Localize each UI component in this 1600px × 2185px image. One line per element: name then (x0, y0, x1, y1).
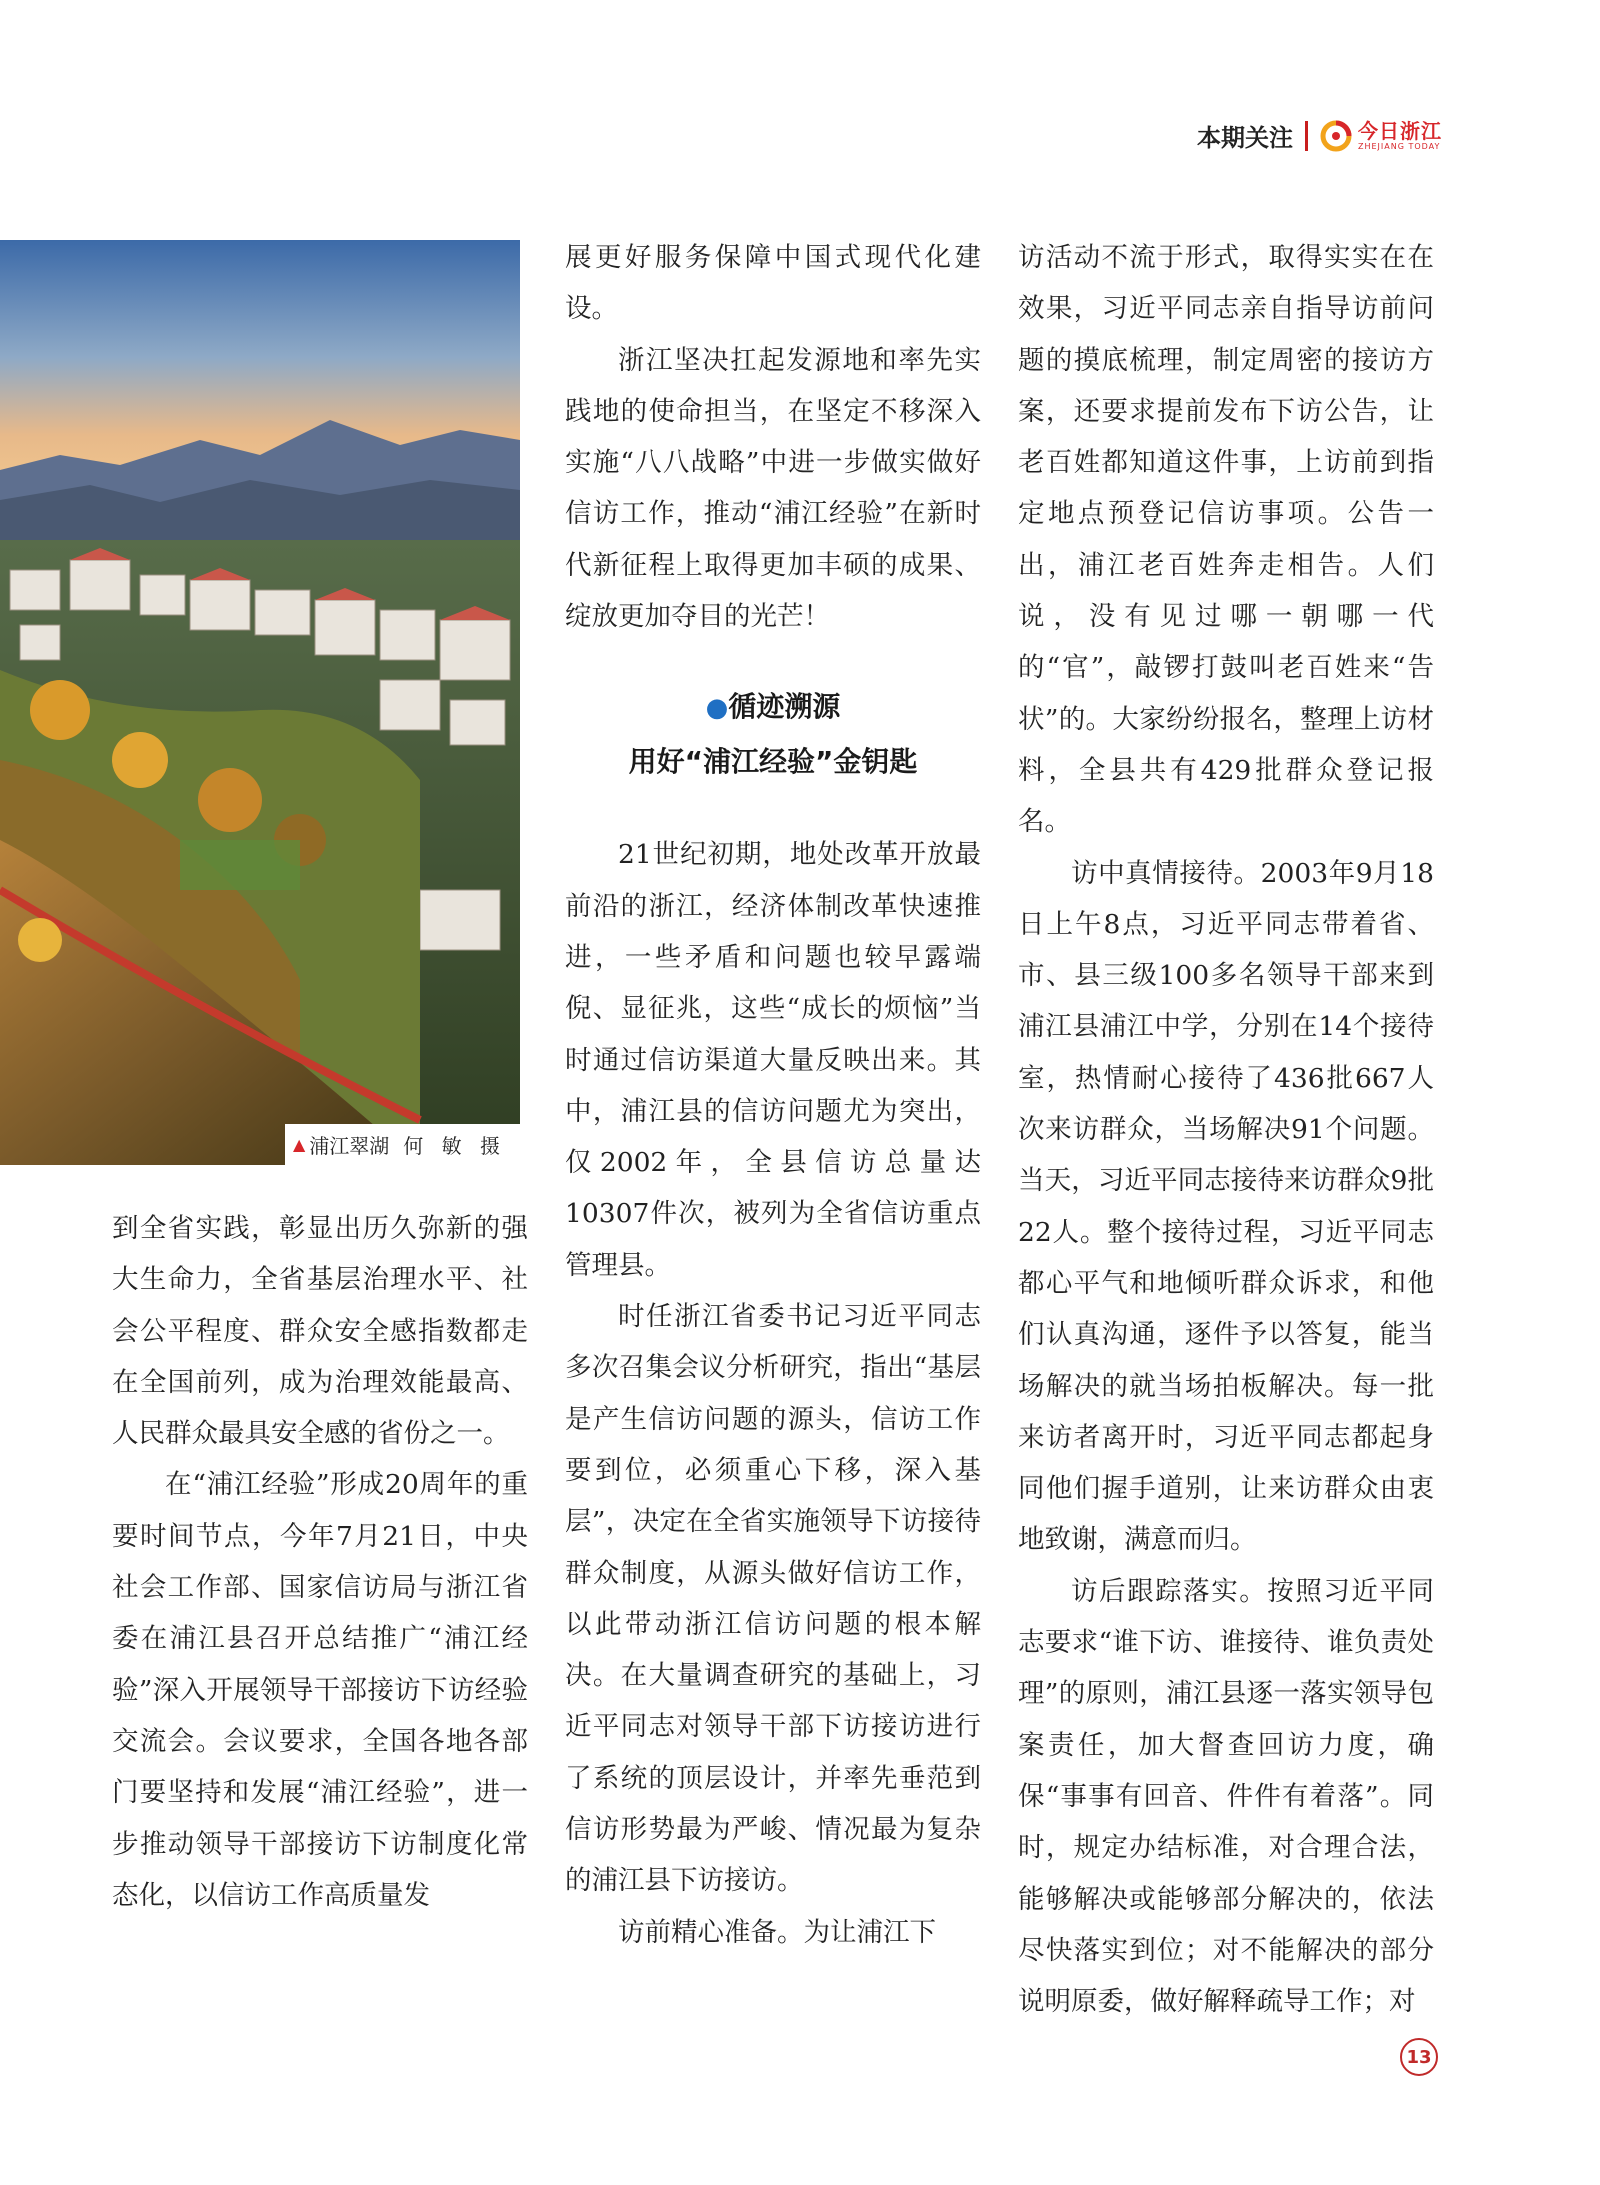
section-subheading (565, 680, 981, 789)
caption-triangle-icon: ▲ (292, 1135, 306, 1154)
paragraph: 时任浙江省委书记习近平同志多次召集会议分析研究，指出“基层是产生信访问题的源头，信访工作要到位，必须重心下移，深入基层”，决定在全省实施领导下访接待群众制度，从源头做好信访工作，以此带动浙江信访问题的根本解决。在大量调查研究的基础上，习近平同志对领导干部下访接访进行了系统的顶层设计，并率先垂范到信访形势最为严峻、情况最为复杂的浦江县下访接访。 (565, 1301, 981, 1897)
logo-swirl-icon (1320, 120, 1352, 152)
header-divider (1305, 121, 1308, 151)
paragraph: 访中真情接待。2003年9月18日上午8点，习近平同志带着省、市、县三级100多名领导干部来到浦江县浦江中学，分别在14个接待室，热情耐心接待了436批667人次来访群众，当场解决91个问题。当天，习近平同志接待来访群众9批22人。整个接待过程，习近平同志都心平气和地倾听群众诉求，和他们认真沟通，逐件予以答复，能当场解决的就当场拍板解决。每一批来访者离开时，习近平同志都起身同他们握手道别，让来访群众由衷地致谢，满意而归。 (1018, 857, 1434, 1556)
magazine-logo (1320, 120, 1442, 152)
photo-image (0, 240, 520, 1165)
caption-title: 浦江翠湖 (309, 1134, 390, 1158)
photo-caption (285, 1124, 520, 1165)
subheading-line-2: 用好“浦江经验”金钥匙 (628, 745, 918, 779)
page-number: 13 (1400, 2038, 1438, 2076)
article-column-2 (565, 232, 981, 1958)
paragraph: 在“浦江经验”形成20周年的重要时间节点，今年7月21日，中央社会工作部、国家信访局与浙江省委在浦江县召开总结推广“浦江经验”深入开展领导干部接访下访经验交流会。会议要求，全国各地各部门要坚持和发展“浦江经验”，进一步推动领导干部接访下访制度化常态化，以信访工作高质量发 (112, 1469, 528, 1911)
paragraph: 访前精心准备。为让浦江下 (618, 1916, 936, 1948)
article-column-1 (112, 1203, 528, 1921)
paragraph: 21世纪初期，地处改革开放最前沿的浙江，经济体制改革快速推进，一些矛盾和问题也较早露端倪、显征兆，这些“成长的烦恼”当时通过信访渠道大量反映出来。其中，浦江县的信访问题尤为突出，仅2002年，全县信访总量达10307件次，被列为全省信访重点管理县。 (565, 839, 981, 1281)
logo-english-text: ZHEJIANG TODAY (1358, 141, 1441, 151)
page-header (1197, 118, 1442, 153)
landscape-photo (0, 240, 520, 1165)
subheading-line-1: 循迹溯源 (728, 690, 841, 724)
bullet-dot-icon: ● (705, 693, 729, 724)
paragraph: 访活动不流于形式，取得实实在在效果，习近平同志亲自指导访前问题的摸底梳理，制定周密的接访方案，还要求提前发布下访公告，让老百姓都知道这件事，上访前到指定地点预登记信访事项。公告一出，浦江老百姓奔走相告。人们说，没有见过哪一朝哪一代的“官”，敲锣打鼓叫老百姓来“告状”的。大家纷纷报名，整理上访材料，全县共有429批群众登记报名。 (1018, 242, 1434, 838)
paragraph: 访后跟踪落实。按照习近平同志要求“谁下访、谁接待、谁负责处理”的原则，浦江县逐一落实领导包案责任，加大督查回访力度，确保“事事有回音、件件有着落”。同时，规定办结标准，对合理合法，能够解决或能够部分解决的，依法尽快落实到位；对不能解决的部分说明原委，做好解释疏导工作；对 (1018, 1575, 1434, 2018)
article-column-3 (1018, 232, 1434, 2027)
caption-credit: 何 敏 摄 (403, 1134, 506, 1158)
paragraph: 浙江坚决扛起发源地和率先实践地的使命担当，在坚定不移深入实施“八八战略”中进一步做实做好信访工作，推动“浦江经验”在新时代新征程上取得更加丰硕的成果、绽放更加夺目的光芒！ (565, 344, 981, 633)
section-name: 本期关注 (1197, 124, 1293, 152)
logo-chinese-text: 今日浙江 (1358, 118, 1442, 143)
paragraph: 展更好服务保障中国式现代化建设。 (565, 242, 981, 325)
paragraph: 到全省实践，彰显出历久弥新的强大生命力，全省基层治理水平、社会公平程度、群众安全感指数都走在全国前列，成为治理效能最高、人民群众最具安全感的省份之一。 (112, 1213, 528, 1450)
